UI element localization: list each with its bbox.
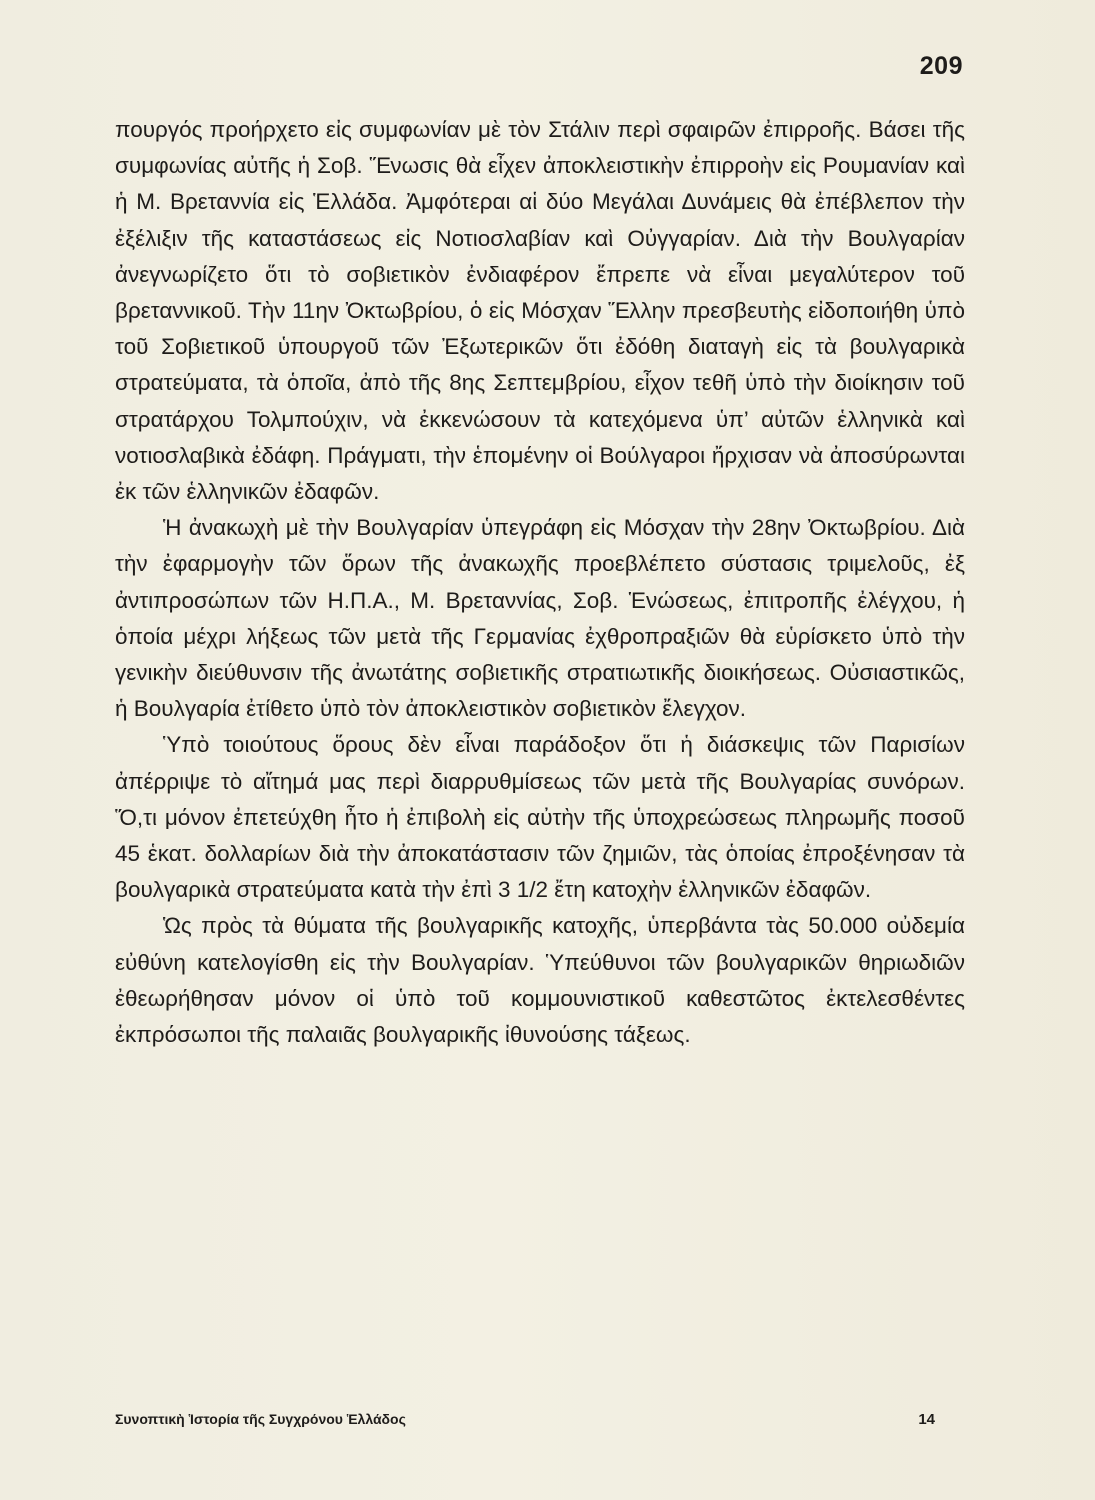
body-text [115, 112, 965, 1053]
running-title: Συνοπτικὴ Ἱστορία τῆς Συγχρόνου Ἑλλάδος [115, 1411, 406, 1427]
page-number: 209 [919, 52, 963, 80]
page-footer [115, 1411, 945, 1428]
paragraph: Ὡς πρὸς τὰ θύματα τῆς βουλγαρικῆς κατοχῆς, ὑπερβάντα τὰς 50.000 οὐδεμία εὐθύνη κατελογίσθη εἰς τὴν Βουλγαρίαν. Ὑπεύθυνοι τῶν βουλγαρικῶν θηριωδιῶν ἐθεωρήθησαν μόνον οἱ ὑπὸ τοῦ κομμουνιστικοῦ καθεστῶτος ἐκτελεσθέντες ἐκπρόσωποι τῆς παλαιᾶς βουλγαρικῆς ἰθυνούσης τάξεως. [115, 913, 965, 1048]
paragraph: Ὑπὸ τοιούτους ὅρους δὲν εἶναι παράδοξον ὅτι ἡ διάσκεψις τῶν Παρισίων ἀπέρριψε τὸ αἴτημά μας περὶ διαρρυθμίσεως τῶν μετὰ τῆς Βουλγαρίας συνόρων. Ὅ,τι μόνον ἐπετεύχθη ἦτο ἡ ἐπιβολὴ εἰς αὐτὴν τῆς ὑποχρεώσεως πληρωμῆς ποσοῦ 45 ἑκατ. δολλαρίων διὰ τὴν ἀποκατάστασιν τῶν ζημιῶν, τὰς ὁποίας ἐπροξένησαν τὰ βουλγαρικὰ στρατεύματα κατὰ τὴν ἐπὶ 3 1/2 ἔτη κατοχὴν ἑλληνικῶν ἐδαφῶν. [115, 732, 965, 903]
paragraph: Ἡ ἀνακωχὴ μὲ τὴν Βουλγαρίαν ὑπεγράφη εἰς Μόσχαν τὴν 28ην Ὀκτωβρίου. Διὰ τὴν ἐφαρμογὴν τῶν ὅρων τῆς ἀνακωχῆς προεβλέπετο σύστασις τριμελοῦς, ἐξ ἀντιπροσώπων τῶν Η.Π.Α., Μ. Βρεταννίας, Σοβ. Ἑνώσεως, ἐπιτροπῆς ἐλέγχου, ἡ ὁποία μέχρι λήξεως τῶν μετὰ τῆς Γερμανίας ἐχθροπραξιῶν θὰ εὑρίσκετο ὑπὸ τὴν γενικὴν διεύθυνσιν τῆς ἀνωτάτης σοβιετικῆς στρατιωτικῆς διοικήσεως. Οὐσιαστικῶς, ἡ Βουλγαρία ἐτίθετο ὑπὸ τὸν ἀποκλειστικὸν σοβιετικὸν ἔλεγχον. [115, 515, 965, 722]
paragraph: πουργός προήρχετο εἰς συμφωνίαν μὲ τὸν Στάλιν περὶ σφαιρῶν ἐπιρροῆς. Βάσει τῆς συμφωνίας αὐτῆς ἡ Σοβ. Ἕνωσις θὰ εἶχεν ἀποκλειστικὴν ἐπιρροὴν εἰς Ρουμανίαν καὶ ἡ Μ. Βρεταννία εἰς Ἑλλάδα. Ἀμφότεραι αἱ δύο Μεγάλαι Δυνάμεις θὰ ἐπέβλεπον τὴν ἐξέλιξιν τῆς καταστάσεως εἰς Νοτιοσλαβίαν καὶ Οὐγγαρίαν. Διὰ τὴν Βουλγαρίαν ἀνεγνωρίζετο ὅτι τὸ σοβιετικὸν ἐνδιαφέρον ἔπρεπε νὰ εἶναι μεγαλύτερον τοῦ βρεταννικοῦ. Τὴν 11ην Ὀκτωβρίου, ὁ εἰς Μόσχαν Ἕλλην πρεσβευτὴς εἰδοποιήθη ὑπὸ τοῦ Σοβιετικοῦ ὑπουργοῦ τῶν Ἐξωτερικῶν ὅτι ἐδόθη διαταγὴ εἰς τὰ βουλγαρικὰ στρατεύματα, τὰ ὁποῖα, ἀπὸ τῆς 8ης Σεπτεμβρίου, εἶχον τεθῆ ὑπὸ τὴν διοίκησιν τοῦ στρατάρχου Τολμπούχιν, νὰ ἐκκενώσουν τὰ κατεχόμενα ὑπ’ αὐτῶν ἑλληνικὰ καὶ νοτιοσλαβικὰ ἐδάφη. Πράγματι, τὴν ἑπομένην οἱ Βούλγαροι ἤρχισαν νὰ ἀποσύρωνται ἐκ τῶν ἑλληνικῶν ἐδαφῶν. [115, 117, 965, 505]
signature-mark: 14 [918, 1411, 935, 1428]
